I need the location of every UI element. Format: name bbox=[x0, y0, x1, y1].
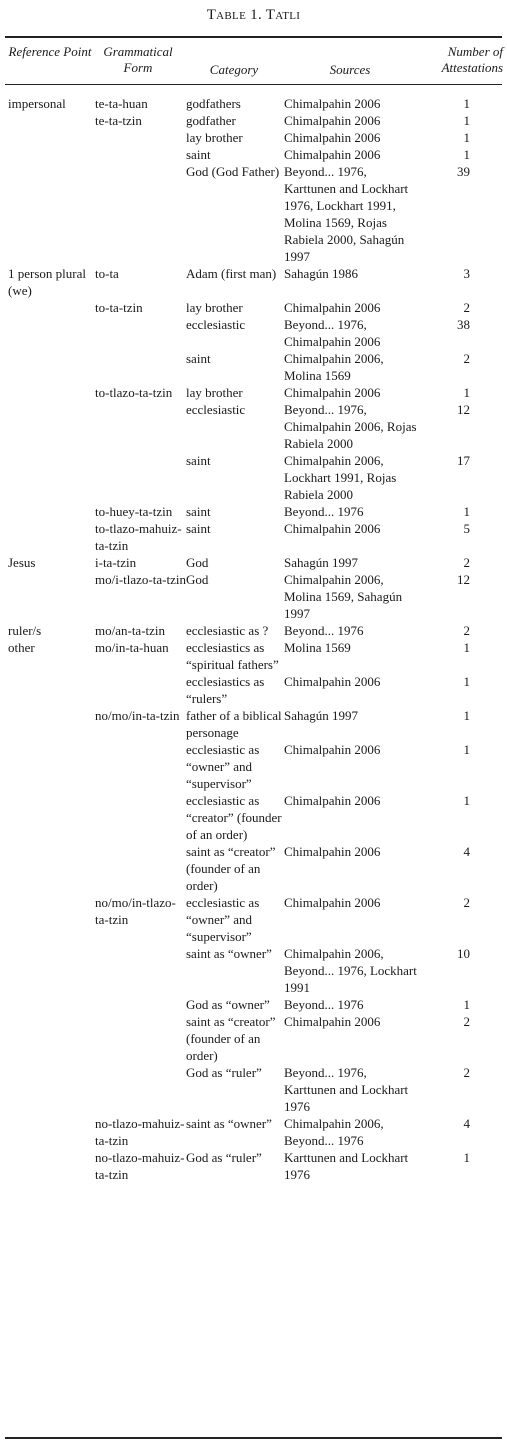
grammatical-form-cell bbox=[95, 792, 186, 843]
attestations-cell: 1 bbox=[463, 640, 470, 655]
table-row bbox=[0, 214, 507, 265]
sources-cell: Chimalpahin 2006 bbox=[284, 674, 381, 689]
attestations-cell: 1 bbox=[463, 130, 470, 145]
header-rule bbox=[5, 84, 502, 85]
sources-cell: Chimalpahin 2006 bbox=[284, 130, 381, 145]
grammatical-form-cell: mo/i-tlazo-ta-tzin bbox=[95, 572, 186, 587]
table-row bbox=[0, 95, 507, 112]
attestations-cell: 1 bbox=[463, 385, 470, 400]
category-cell: Adam (first man) bbox=[186, 266, 277, 281]
sources-cell: Sahagún 1997 bbox=[284, 708, 359, 723]
reference-point-cell bbox=[0, 894, 95, 945]
attestations-cell: 2 bbox=[463, 300, 470, 315]
grammatical-form-cell bbox=[95, 163, 186, 214]
category-cell: saint as “creator” (founder of an order) bbox=[186, 1014, 276, 1063]
sources-cell: Chimalpahin 2006 bbox=[284, 793, 381, 808]
table-row bbox=[0, 350, 507, 384]
reference-point-cell bbox=[0, 316, 95, 350]
reference-point-cell: impersonal bbox=[8, 96, 66, 111]
attestations-cell: 1 bbox=[463, 674, 470, 689]
grammatical-form-cell: no/mo/in-tlazo-ta-tzin bbox=[95, 895, 176, 927]
reference-point-cell bbox=[0, 741, 95, 792]
sources-cell: Beyond... 1976, Chimalpahin 2006, Rojas Rabiela 2000 bbox=[284, 402, 417, 451]
sources-cell: Sahagún 1997 bbox=[284, 555, 359, 570]
category-cell: saint as “creator” (founder of an order) bbox=[186, 844, 276, 893]
reference-point-cell bbox=[0, 214, 95, 265]
sources-cell: Chimalpahin 2006, Beyond... 1976 bbox=[284, 1116, 384, 1148]
table-row bbox=[0, 707, 507, 741]
reference-point-cell bbox=[0, 129, 95, 146]
attestations-cell: 1 bbox=[463, 147, 470, 162]
reference-point-cell bbox=[0, 1115, 95, 1149]
attestations-cell: 2 bbox=[463, 351, 470, 366]
reference-point-cell bbox=[0, 452, 95, 503]
sources-cell: Beyond... 1976 bbox=[284, 997, 364, 1012]
table-row bbox=[0, 503, 507, 520]
reference-point-cell bbox=[0, 112, 95, 129]
category-cell: ecclesiastic bbox=[186, 402, 246, 417]
grammatical-form-cell: no-tlazo-mahuiz-ta-tzin bbox=[95, 1116, 185, 1148]
sources-cell: Beyond... 1976, Chimalpahin 2006 bbox=[284, 317, 381, 349]
header-reference-point: Reference Point bbox=[8, 44, 92, 59]
reference-point-cell bbox=[0, 350, 95, 384]
table-body bbox=[0, 95, 507, 1183]
table-row bbox=[0, 1115, 507, 1149]
grammatical-form-cell: to-ta bbox=[95, 266, 119, 281]
category-cell: saint as “owner” bbox=[186, 1116, 272, 1131]
attestations-cell: 2 bbox=[463, 895, 470, 910]
table-row bbox=[0, 843, 507, 894]
bottom-rule bbox=[5, 1437, 502, 1439]
category-cell: godfather bbox=[186, 113, 236, 128]
category-cell: God bbox=[186, 572, 209, 587]
category-cell: saint bbox=[186, 504, 211, 519]
category-cell: God (God Father) bbox=[186, 164, 280, 179]
sources-cell: Chimalpahin 2006 bbox=[284, 300, 381, 315]
attestations-cell: 17 bbox=[457, 453, 470, 468]
table-row bbox=[0, 129, 507, 146]
attestations-cell bbox=[420, 214, 470, 265]
category-cell: saint bbox=[186, 351, 211, 366]
table-row bbox=[0, 299, 507, 316]
category-cell: saint as “owner” bbox=[186, 946, 272, 961]
sources-cell: Beyond... 1976, Karttunen and Lockhart 1976, Lockhart 1991, bbox=[284, 164, 409, 213]
grammatical-form-cell bbox=[95, 316, 186, 350]
attestations-cell: 1 bbox=[463, 113, 470, 128]
reference-point-cell bbox=[0, 707, 95, 741]
grammatical-form-cell: mo/an-ta-tzin bbox=[95, 623, 166, 638]
reference-point-cell: other bbox=[8, 640, 35, 655]
category-cell: ecclesiastic bbox=[186, 317, 246, 332]
reference-point-cell bbox=[0, 163, 95, 214]
reference-point-cell bbox=[0, 673, 95, 707]
attestations-cell: 5 bbox=[463, 521, 470, 536]
grammatical-form-cell bbox=[95, 146, 186, 163]
grammatical-form-cell bbox=[95, 996, 186, 1013]
grammatical-form-cell bbox=[95, 1013, 186, 1064]
grammatical-form-cell: no/mo/in-ta-tzin bbox=[95, 708, 180, 723]
grammatical-form-cell: te-ta-tzin bbox=[95, 113, 142, 128]
grammatical-form-cell bbox=[95, 673, 186, 707]
reference-point-cell bbox=[0, 843, 95, 894]
category-cell bbox=[186, 214, 284, 265]
sources-cell: Chimalpahin 2006 bbox=[284, 113, 381, 128]
sources-cell: Chimalpahin 2006 bbox=[284, 96, 381, 111]
table-row bbox=[0, 792, 507, 843]
grammatical-form-cell bbox=[95, 401, 186, 452]
reference-point-cell bbox=[0, 1149, 95, 1183]
table-row bbox=[0, 452, 507, 503]
grammatical-form-cell: to-ta-tzin bbox=[95, 300, 143, 315]
reference-point-cell bbox=[0, 146, 95, 163]
attestations-cell: 4 bbox=[463, 844, 470, 859]
attestations-cell: 12 bbox=[457, 402, 470, 417]
attestations-cell: 3 bbox=[463, 266, 470, 281]
attestations-cell: 2 bbox=[463, 623, 470, 638]
table-row bbox=[0, 639, 507, 673]
attestations-cell: 1 bbox=[463, 1150, 470, 1165]
category-cell: God as “ruler” bbox=[186, 1065, 262, 1080]
table-row bbox=[0, 945, 507, 996]
reference-point-cell bbox=[0, 1064, 95, 1115]
grammatical-form-cell bbox=[95, 741, 186, 792]
grammatical-form-cell: mo/in-ta-huan bbox=[95, 640, 169, 655]
table-row bbox=[0, 554, 507, 571]
sources-cell: Chimalpahin 2006 bbox=[284, 844, 381, 859]
reference-point-cell bbox=[0, 996, 95, 1013]
table-title: Table 1. Tatli bbox=[206, 7, 301, 23]
reference-point-cell: Jesus bbox=[8, 555, 36, 570]
attestations-cell: 2 bbox=[463, 555, 470, 570]
grammatical-form-cell: to-huey-ta-tzin bbox=[95, 504, 173, 519]
attestations-cell: 10 bbox=[457, 946, 470, 961]
attestations-cell: 1 bbox=[463, 793, 470, 808]
sources-cell: Beyond... 1976, Karttunen and Lockhart 1976 bbox=[284, 1065, 409, 1114]
category-cell: godfathers bbox=[186, 96, 241, 111]
attestations-cell: 1 bbox=[463, 997, 470, 1012]
reference-point-cell bbox=[0, 384, 95, 401]
sources-cell: Chimalpahin 2006, Beyond... 1976, Lockhart 1991 bbox=[284, 946, 417, 995]
sources-cell: Chimalpahin 2006, Molina 1569 bbox=[284, 351, 384, 383]
reference-point-cell bbox=[0, 401, 95, 452]
category-cell: lay brother bbox=[186, 130, 243, 145]
table-row bbox=[0, 401, 507, 452]
table-row bbox=[0, 316, 507, 350]
grammatical-form-cell: no-tlazo-mahuiz-ta-tzin bbox=[95, 1150, 185, 1182]
sources-cell: Chimalpahin 2006 bbox=[284, 385, 381, 400]
reference-point-cell bbox=[0, 520, 95, 554]
category-cell: ecclesiastic as “creator” (founder of an order) bbox=[186, 793, 282, 842]
category-cell: ecclesiastics as “spiritual fathers” bbox=[186, 640, 279, 672]
grammatical-form-cell: i-ta-tzin bbox=[95, 555, 137, 570]
sources-cell: Beyond... 1976 bbox=[284, 504, 364, 519]
sources-cell: Chimalpahin 2006 bbox=[284, 521, 381, 536]
reference-point-cell bbox=[0, 1013, 95, 1064]
table-row bbox=[0, 673, 507, 707]
sources-cell: Chimalpahin 2006 bbox=[284, 742, 381, 757]
table-row bbox=[0, 146, 507, 163]
reference-point-cell: ruler/s bbox=[8, 623, 42, 638]
table-row bbox=[0, 996, 507, 1013]
sources-cell: Chimalpahin 2006, Lockhart 1991, Rojas Rabiela 2000 bbox=[284, 453, 397, 502]
category-cell: ecclesiastics as “rulers” bbox=[186, 674, 265, 706]
category-cell: saint bbox=[186, 453, 211, 468]
sources-cell: Chimalpahin 2006 bbox=[284, 147, 381, 162]
top-rule bbox=[5, 36, 502, 38]
category-cell: saint bbox=[186, 147, 211, 162]
category-cell: father of a biblical personage bbox=[186, 708, 282, 740]
sources-cell: Chimalpahin 2006 bbox=[284, 1014, 381, 1029]
attestations-cell: 12 bbox=[457, 572, 470, 587]
grammatical-form-cell: to-tlazo-ta-tzin bbox=[95, 385, 173, 400]
grammatical-form-cell bbox=[95, 843, 186, 894]
table-row bbox=[0, 622, 507, 639]
reference-point-cell bbox=[0, 792, 95, 843]
category-cell: lay brother bbox=[186, 300, 243, 315]
attestations-cell: 2 bbox=[463, 1014, 470, 1029]
table-row bbox=[0, 1149, 507, 1183]
reference-point-cell bbox=[0, 571, 95, 622]
table-row bbox=[0, 520, 507, 554]
attestations-cell: 38 bbox=[457, 317, 470, 332]
table-row bbox=[0, 384, 507, 401]
header-number-of-attestations: Number of Attestations bbox=[441, 44, 503, 75]
reference-point-cell bbox=[0, 503, 95, 520]
sources-cell: Molina 1569 bbox=[284, 640, 351, 655]
sources-cell: Sahagún 1986 bbox=[284, 266, 359, 281]
table-row bbox=[0, 571, 507, 622]
sources-cell: Karttunen and Lockhart 1976 bbox=[284, 1150, 409, 1182]
sources-cell: Molina 1569, Rojas Rabiela 2000, Sahagún 1997 bbox=[284, 215, 405, 264]
sources-cell: Beyond... 1976 bbox=[284, 623, 364, 638]
header-sources: Sources bbox=[329, 62, 371, 77]
category-cell: ecclesiastic as “owner” and “supervisor” bbox=[186, 895, 260, 944]
table-row bbox=[0, 112, 507, 129]
attestations-cell: 1 bbox=[463, 742, 470, 757]
category-cell: ecclesiastic as ? bbox=[186, 623, 269, 638]
category-cell: God bbox=[186, 555, 209, 570]
sources-cell: Chimalpahin 2006 bbox=[284, 895, 381, 910]
attestations-cell: 1 bbox=[463, 708, 470, 723]
table-row bbox=[0, 265, 507, 299]
attestations-cell: 1 bbox=[463, 96, 470, 111]
grammatical-form-cell bbox=[95, 350, 186, 384]
table-row bbox=[0, 1013, 507, 1064]
header-category: Category bbox=[209, 62, 259, 77]
reference-point-cell bbox=[0, 945, 95, 996]
attestations-cell: 1 bbox=[463, 504, 470, 519]
attestations-cell: 2 bbox=[463, 1065, 470, 1080]
table-row bbox=[0, 1064, 507, 1115]
grammatical-form-cell bbox=[95, 129, 186, 146]
category-cell: ecclesiastic as “owner” and “supervisor” bbox=[186, 742, 260, 791]
grammatical-form-cell bbox=[95, 452, 186, 503]
grammatical-form-cell bbox=[95, 1064, 186, 1115]
category-cell: saint bbox=[186, 521, 211, 536]
reference-point-cell bbox=[0, 299, 95, 316]
grammatical-form-cell bbox=[95, 945, 186, 996]
table-row bbox=[0, 894, 507, 945]
category-cell: lay brother bbox=[186, 385, 243, 400]
table-row bbox=[0, 163, 507, 214]
category-cell: God as “ruler” bbox=[186, 1150, 262, 1165]
grammatical-form-cell bbox=[95, 214, 186, 265]
reference-point-cell: 1 person plural (we) bbox=[8, 266, 86, 298]
attestations-cell: 39 bbox=[457, 164, 470, 179]
category-cell: God as “owner” bbox=[186, 997, 270, 1012]
grammatical-form-cell: te-ta-huan bbox=[95, 96, 148, 111]
sources-cell: Chimalpahin 2006, Molina 1569, Sahagún 1997 bbox=[284, 572, 403, 621]
header-grammatical-form: Grammatical Form bbox=[103, 44, 173, 75]
attestations-cell: 4 bbox=[463, 1116, 470, 1131]
grammatical-form-cell: to-tlazo-mahuiz-ta-tzin bbox=[95, 521, 182, 553]
table-row bbox=[0, 741, 507, 792]
